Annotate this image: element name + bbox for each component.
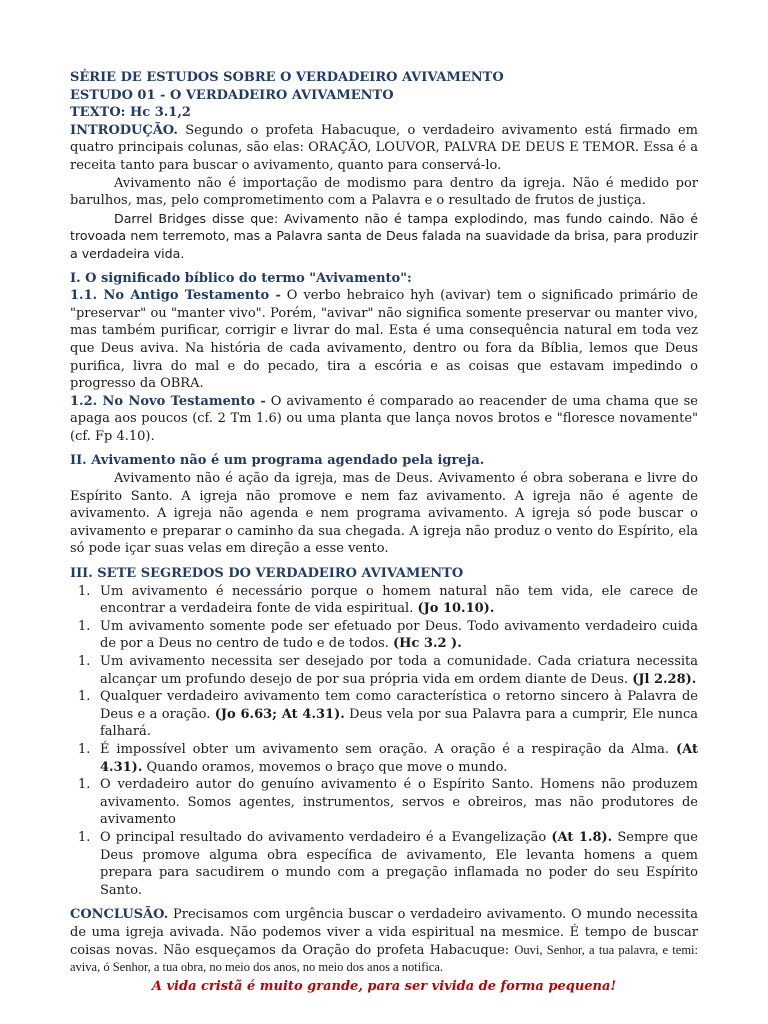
list-item: 1. O principal resultado do avivamento verdadeiro é a Evangelização (At 1.8). Sempre que Deus promove alguma obra específica de avivamento, Ele levanta homens a quem prepara para sacudirem o mundo com a pregação inflamada no poder do seu Espírito Santo. [78,829,699,898]
secrets-list [70,583,698,900]
list-item: 1. Qualquer verdadeiro avivamento tem como característica o retorno sincero à Palavra de Deus e a oração. (Jo 6.63; At 4.31). Deus vela por sua Palavra para a cumprir, Ele nunca falhará. [78,689,699,740]
section-1-2-label: 1.2. No Novo Testamento - [70,393,266,409]
intro-label: INTRODUÇÃO. [70,122,178,138]
text-reference: TEXTO: Hc 3.1,2 [70,105,191,121]
section-1-1-paragraph [70,287,698,393]
section-1-1-label: 1.1. No Antigo Testamento - [70,288,281,304]
scripture-ref: (Jo 6.63; At 4.31). [214,706,345,722]
closing-statement: A vida cristã é muito grande, para ser vivida de forma pequena! [151,978,617,994]
conclusion-text: Precisamos com urgência buscar o verdadeiro avivamento. O mundo necessita de uma igreja avivada. Não podemos viver a vida espiritual na mesmice. É tempo de buscar coisas novas. Não esqueçamos da Oração do profeta Habacuque: [70,907,698,958]
intro-paragraph [70,122,698,175]
conclusion-label: CONCLUSÃO. [70,907,169,923]
section-1-2-text: O avivamento é comparado ao reacender de uma chama que se apaga aos poucos (cf. 2 Tm 1.6) ou uma planta que lança novos brotos e "floresce novamente" (cf. Fp 4.10). [70,393,698,444]
intro-paragraph-3: Darrel Bridges disse que: Avivamento não é tampa explodindo, mas fundo caindo. Não é trovoada nem terremoto, mas a Palavra santa de Deus falada na suavidade da brisa, para produzir a verdadeira vida. [70,210,698,261]
section-1-1-text: O verbo hebraico hyh (avivar) tem o significado primário de "preservar" ou "manter vivo". Porém, "avivar" não significa somente preservar ou manter vivo, mas também purificar, corrigir e livrar do mal. Esta é uma consequência natural em toda vez que Deus aviva. Na história de cada avivamento, dentro ou fora da Bíblia, lemos que Deus purifica, livra do mal e do pecado, tira a escória e as coisas que estavam impedindo o progresso da OBRA. [70,288,698,392]
list-item: 1. Um avivamento necessita ser desejado por toda a comunidade. Cada criatura necessita alcançar um profundo desejo de por sua própria vida em ordem diante de Deus. (Jl 2.28). [78,654,698,687]
section-2-heading: II. Avivamento não é um programa agendado pela igreja. [70,453,485,469]
section-3-heading: III. SETE SEGREDOS DO VERDADEIRO AVIVAMENTO [70,566,464,582]
scripture-ref: (Hc 3.2 ). [393,636,462,652]
conclusion-paragraph [70,906,698,976]
series-title: SÉRIE DE ESTUDOS SOBRE O VERDADEIRO AVIVAMENTO [70,70,504,85]
section-1-heading: I. O significado bíblico do termo "Avivamento": [70,270,412,286]
habakkuk-quote: Ouvi, Senhor, a tua palavra, e temi: aviva, ó Senhor, a tua obra, no meio dos anos, no meio dos anos a notifica. [70,942,698,975]
scripture-ref: (Jo 10.10). [417,601,495,617]
scripture-ref: (At 4.31). [100,741,698,775]
study-title: ESTUDO 01 - O VERDADEIRO AVIVAMENTO [70,87,394,103]
scripture-ref: (At 1.8). [551,829,613,845]
scripture-ref: (Jl 2.28). [632,671,697,687]
list-item: 1. O verdadeiro autor do genuíno avivamento é o Espírito Santo. Homens não produzem avivamento. Somos agentes, instrumentos, servos e obreiros, mas não produtores de avivamento [78,777,698,828]
section-2-paragraph: Avivamento não é ação da igreja, mas de Deus. Avivamento é obra soberana e livre do Espírito Santo. A igreja não promove e nem faz avivamento. A igreja não é agente de avivamento. A igreja não agenda e nem programa avivamento. A igreja só pode buscar o avivamento e preparar o caminho da sua chegada. A igreja não produz o vento do Espírito, ela só pode içar suas velas em direção a esse vento. [70,471,698,557]
list-item: 1. Um avivamento somente pode ser efetuado por Deus. Todo avivamento verdadeiro cuida de por a Deus no centro de tudo e de todos. (Hc 3.2 ). [78,618,698,652]
list-item: 1. É impossível obter um avivamento sem oração. A oração é a respiração da Alma. (At 4.31). Quando oramos, movemos o braço que move o mundo. [78,741,698,775]
list-item: 1. Um avivamento é necessário porque o homem natural não tem vida, ele carece de encontrar a verdadeira fonte de vida espiritual. (Jo 10.10). [78,583,698,617]
intro-paragraph-2: Avivamento não é importação de modismo para dentro da igreja. Não é medido por barulhos, mas, pelo comprometimento com a Palavra e o resultado de frutos de justiça. [70,175,698,209]
section-1-2-paragraph [70,393,698,446]
intro-text: Segundo o profeta Habacuque, o verdadeiro avivamento está firmado em quatro principais colunas, são elas: ORAÇÃO, LOUVOR, PALVRA DE DEUS E TEMOR. Essa é a receita tanto para buscar o avivamento, quanto para conservá-lo. [70,122,698,173]
document-page [70,69,698,995]
